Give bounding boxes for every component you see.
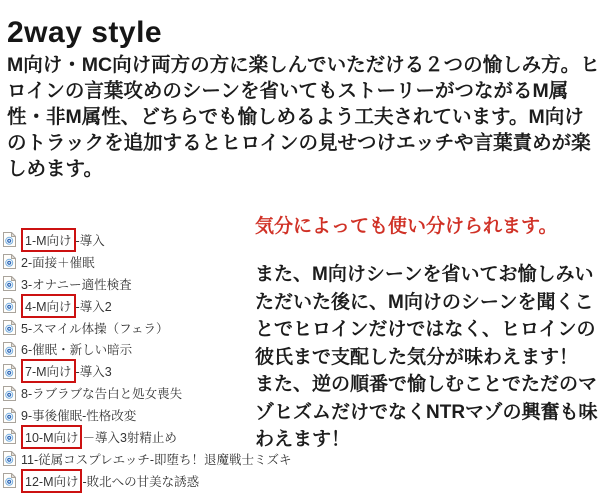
intro-paragraph: M向け・MC向け両方の方に楽しんでいただける２つの愉しみ方。ヒロインの言葉攻めのシーンを省いてもストーリーがつながるM属性・非M属性、どちらでも愉しめるよう工夫されています。M向けのトラックを追加するとヒロインの見せつけエッチや言葉責めが楽しめます。 bbox=[7, 54, 600, 180]
track-item[interactable] bbox=[3, 317, 292, 339]
page-title: 2way style bbox=[7, 16, 163, 49]
audio-file-icon bbox=[3, 473, 16, 488]
track-highlight-box: 7-M向け bbox=[21, 359, 76, 383]
track-item[interactable] bbox=[3, 382, 292, 404]
track-highlight-box: 1-M向け bbox=[21, 228, 76, 252]
track-item[interactable] bbox=[3, 338, 292, 360]
track-label: 11-従属コスプレエッチ-即堕ち！退魔戦士ミズキ bbox=[21, 452, 292, 467]
track-item[interactable] bbox=[3, 404, 292, 426]
track-label: 9-事後催眠-性格改変 bbox=[21, 409, 137, 424]
track-highlight-box: 4-M向け bbox=[21, 294, 76, 318]
track-label: 8-ラブラブな告白と処女喪失 bbox=[21, 387, 183, 402]
track-label: -敗北への甘美な誘惑 bbox=[82, 474, 200, 489]
track-item[interactable] bbox=[3, 229, 292, 251]
track-item[interactable] bbox=[3, 251, 292, 273]
audio-file-icon bbox=[3, 342, 16, 357]
usage-heading: 気分によっても使い分けられます。 bbox=[255, 216, 558, 237]
track-label: -導入2 bbox=[75, 299, 112, 314]
audio-file-icon bbox=[3, 320, 16, 335]
audio-file-icon bbox=[3, 429, 16, 444]
track-item[interactable] bbox=[3, 426, 292, 448]
track-item[interactable] bbox=[3, 448, 292, 470]
track-list bbox=[3, 229, 292, 492]
audio-file-icon bbox=[3, 408, 16, 423]
track-highlight-box: 12-M向け bbox=[21, 469, 82, 493]
audio-file-icon bbox=[3, 386, 16, 401]
track-label: 6-催眠・新しい暗示 bbox=[21, 343, 133, 358]
track-label: -導入 bbox=[75, 233, 105, 248]
track-item[interactable] bbox=[3, 295, 292, 317]
track-label: -導入3 bbox=[75, 365, 112, 380]
usage-paragraph-2: また、逆の順番で愉しむことでただのマゾヒズムだけでなくNTRマゾの興奮も味わえます！ bbox=[255, 374, 598, 450]
usage-description bbox=[255, 261, 600, 454]
audio-file-icon bbox=[3, 254, 16, 269]
audio-file-icon bbox=[3, 276, 16, 291]
track-label: 3-オナニー適性検査 bbox=[21, 277, 132, 292]
track-label: 2-面接＋催眠 bbox=[21, 255, 95, 270]
track-highlight-box: 10-M向け bbox=[21, 425, 82, 449]
audio-file-icon bbox=[3, 232, 16, 247]
audio-file-icon bbox=[3, 298, 16, 313]
track-label: 5-スマイル体操（フェラ） bbox=[21, 321, 169, 336]
track-item[interactable] bbox=[3, 360, 292, 382]
track-item[interactable] bbox=[3, 470, 292, 492]
track-item[interactable] bbox=[3, 273, 292, 295]
audio-file-icon bbox=[3, 451, 16, 466]
track-label: －導入3射精止め bbox=[82, 430, 177, 445]
audio-file-icon bbox=[3, 364, 16, 379]
usage-paragraph-1: また、M向けシーンを省いてお愉しみいただいた後に、M向けのシーンを聞くことでヒロインだけではなく、ヒロインの彼氏まで支配した気分が味わえます！ bbox=[255, 264, 596, 368]
